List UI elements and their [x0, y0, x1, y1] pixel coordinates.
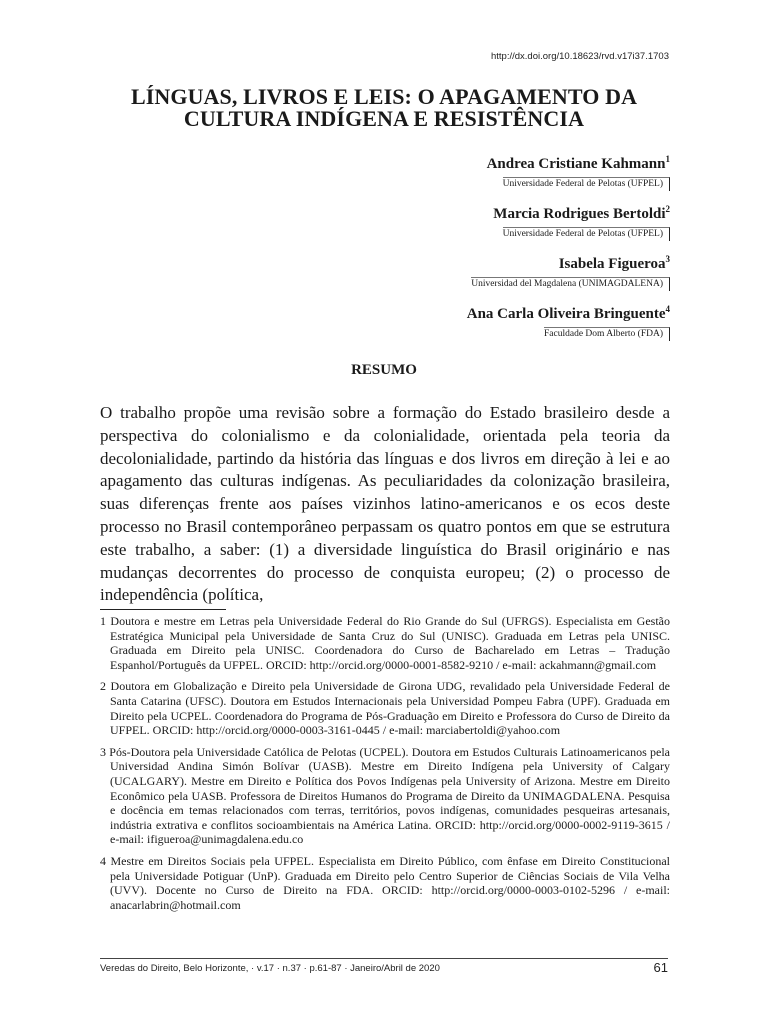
- abstract-heading: RESUMO: [351, 362, 417, 378]
- author-name: Isabela Figueroa$^3$: [558, 254, 670, 272]
- author-name: Marcia Rodrigues Bertoldi$^2$: [493, 204, 670, 222]
- title-line-2: CULTURA INDÍGENA E RESISTÊNCIA: [183, 106, 585, 131]
- page-number: 61: [653, 960, 668, 975]
- paper-title: [100, 86, 668, 130]
- footnote: 3 Pós-Doutora pela Universidade Católica de Pelotas (UCPEL). Doutora em Estudos Culturais Latinoamericanos pela Universidad Andina Simón Bolívar (UASB). Mestre em Direito Indígena pela University of Calgary (UCALGARY). Mestre em Direito e Política dos Povos Indígenas pela University of Arizona. Mestre em Direito Econômico pela UASB. Professora de Direitos Humanos do Programa de Direito da UNIMAGDALENA. Pesquisa e docência em temas relacionados com terras, territórios, povos indígenas, comunidades pesqueiras artesanais, indústria extrativa e conflitos socioambientais na América Latina. ORCID: http://orcid.org/0000-0002-9119-3615 / e-mail: ifigueroa@unimagdalena.edu.co: [100, 744, 670, 847]
- footnote-ref[interactable]: 2: [665, 204, 670, 214]
- footnote: 4 Mestre em Direitos Sociais pela UFPEL. Especialista em Direito Público, com ênfase em Direito Constitucional pela Universidade Potiguar (UnP). Graduada em Direito pelo Centro Superior de Ciências Sociais de Vila Velha (UVV). Docente no Curso de Direito na FDA. ORCID: http://orcid.org/0000-0003-0102-5296 / e-mail: anacarlabrin@hotmail.com: [100, 853, 670, 912]
- author-affiliation: Faculdade Dom Alberto (FDA): [544, 327, 670, 341]
- author-block: [270, 255, 670, 291]
- author-name: Andrea Cristiane Kahmann$^1$: [486, 154, 670, 172]
- author-name: Ana Carla Oliveira Bringuente$^4$: [466, 304, 670, 322]
- doi-link[interactable]: http://dx.doi.org/10.18623/rvd.v17i37.1703: [491, 51, 669, 62]
- author-affiliation: Universidade Federal de Pelotas (UFPEL): [503, 177, 670, 191]
- author-affiliation: Universidad del Magdalena (UNIMAGDALENA): [471, 277, 670, 291]
- footnote: 1 Doutora e mestre em Letras pela Universidade Federal do Rio Grande do Sul (UFRGS). Especialista em Gestão Estratégica Municipal pela Universidade de Santa Cruz do Sul (UNISC). Graduada em Letras pela UNISC. Graduada em Direito pela UNISC. Coordenadora do Curso de Bacharelado em Letras – Tradução Espanhol/Português da UFPEL. ORCID: http://orcid.org/0000-0001-8582-9210 / e-mail: ackahmann@gmail.com: [100, 614, 670, 672]
- title-line-1: LÍNGUAS, LIVROS E LEIS: O APAGAMENTO DA: [130, 84, 638, 109]
- footnote-ref[interactable]: 4: [665, 304, 670, 314]
- journal-citation: Veredas do Direito, Belo Horizonte, · v.17 · n.37 · p.61-87 · Janeiro/Abril de 2020: [100, 963, 440, 974]
- footnotes: [100, 614, 670, 919]
- footnote-ref[interactable]: 1: [665, 154, 670, 164]
- author-block: [270, 155, 670, 191]
- footnote: 2 Doutora em Globalização e Direito pela Universidade de Girona UDG, revalidado pela Universidade Federal de Santa Catarina (UFSC). Doutora em Estudos Internacionais pela Universidad Pompeu Fabra (UPF). Graduada em Direito pela UCPEL. Coordenadora do Programa de Pós-Graduação em Direito e Professora do Curso de Direito da UFPEL. ORCID: http://orcid.org/0000-0003-3161-0445 / e-mail: marciabertoldi@yahoo.com: [100, 679, 670, 738]
- footnote-ref[interactable]: 3: [665, 254, 670, 264]
- author-affiliation: Universidade Federal de Pelotas (UFPEL): [503, 227, 670, 241]
- author-list: [270, 155, 670, 355]
- author-block: [270, 205, 670, 241]
- author-block: [270, 305, 670, 341]
- abstract-text: O trabalho propõe uma revisão sobre a formação do Estado brasileiro desde a perspectiva do colonialismo e da colonialidade, orientada pela teoria da decolonialidade, partindo da história das línguas e dos livros em direção à lei e ao apagamento das culturas indígenas. As peculiaridades da colonização brasileira, suas diferenças frente aos países vizinhos latino-americanos e os ecos deste processo no Brasil contemporâneo perpassam os quatro pontos em que se estrutura este trabalho, a saber: (1) a diversidade linguística do Brasil originário e nas mudanças decorrentes do processo de conquista europeu; (2) o processo de independência (política,: [100, 403, 670, 605]
- footnote-divider: [100, 609, 226, 610]
- page-footer: [100, 958, 668, 975]
